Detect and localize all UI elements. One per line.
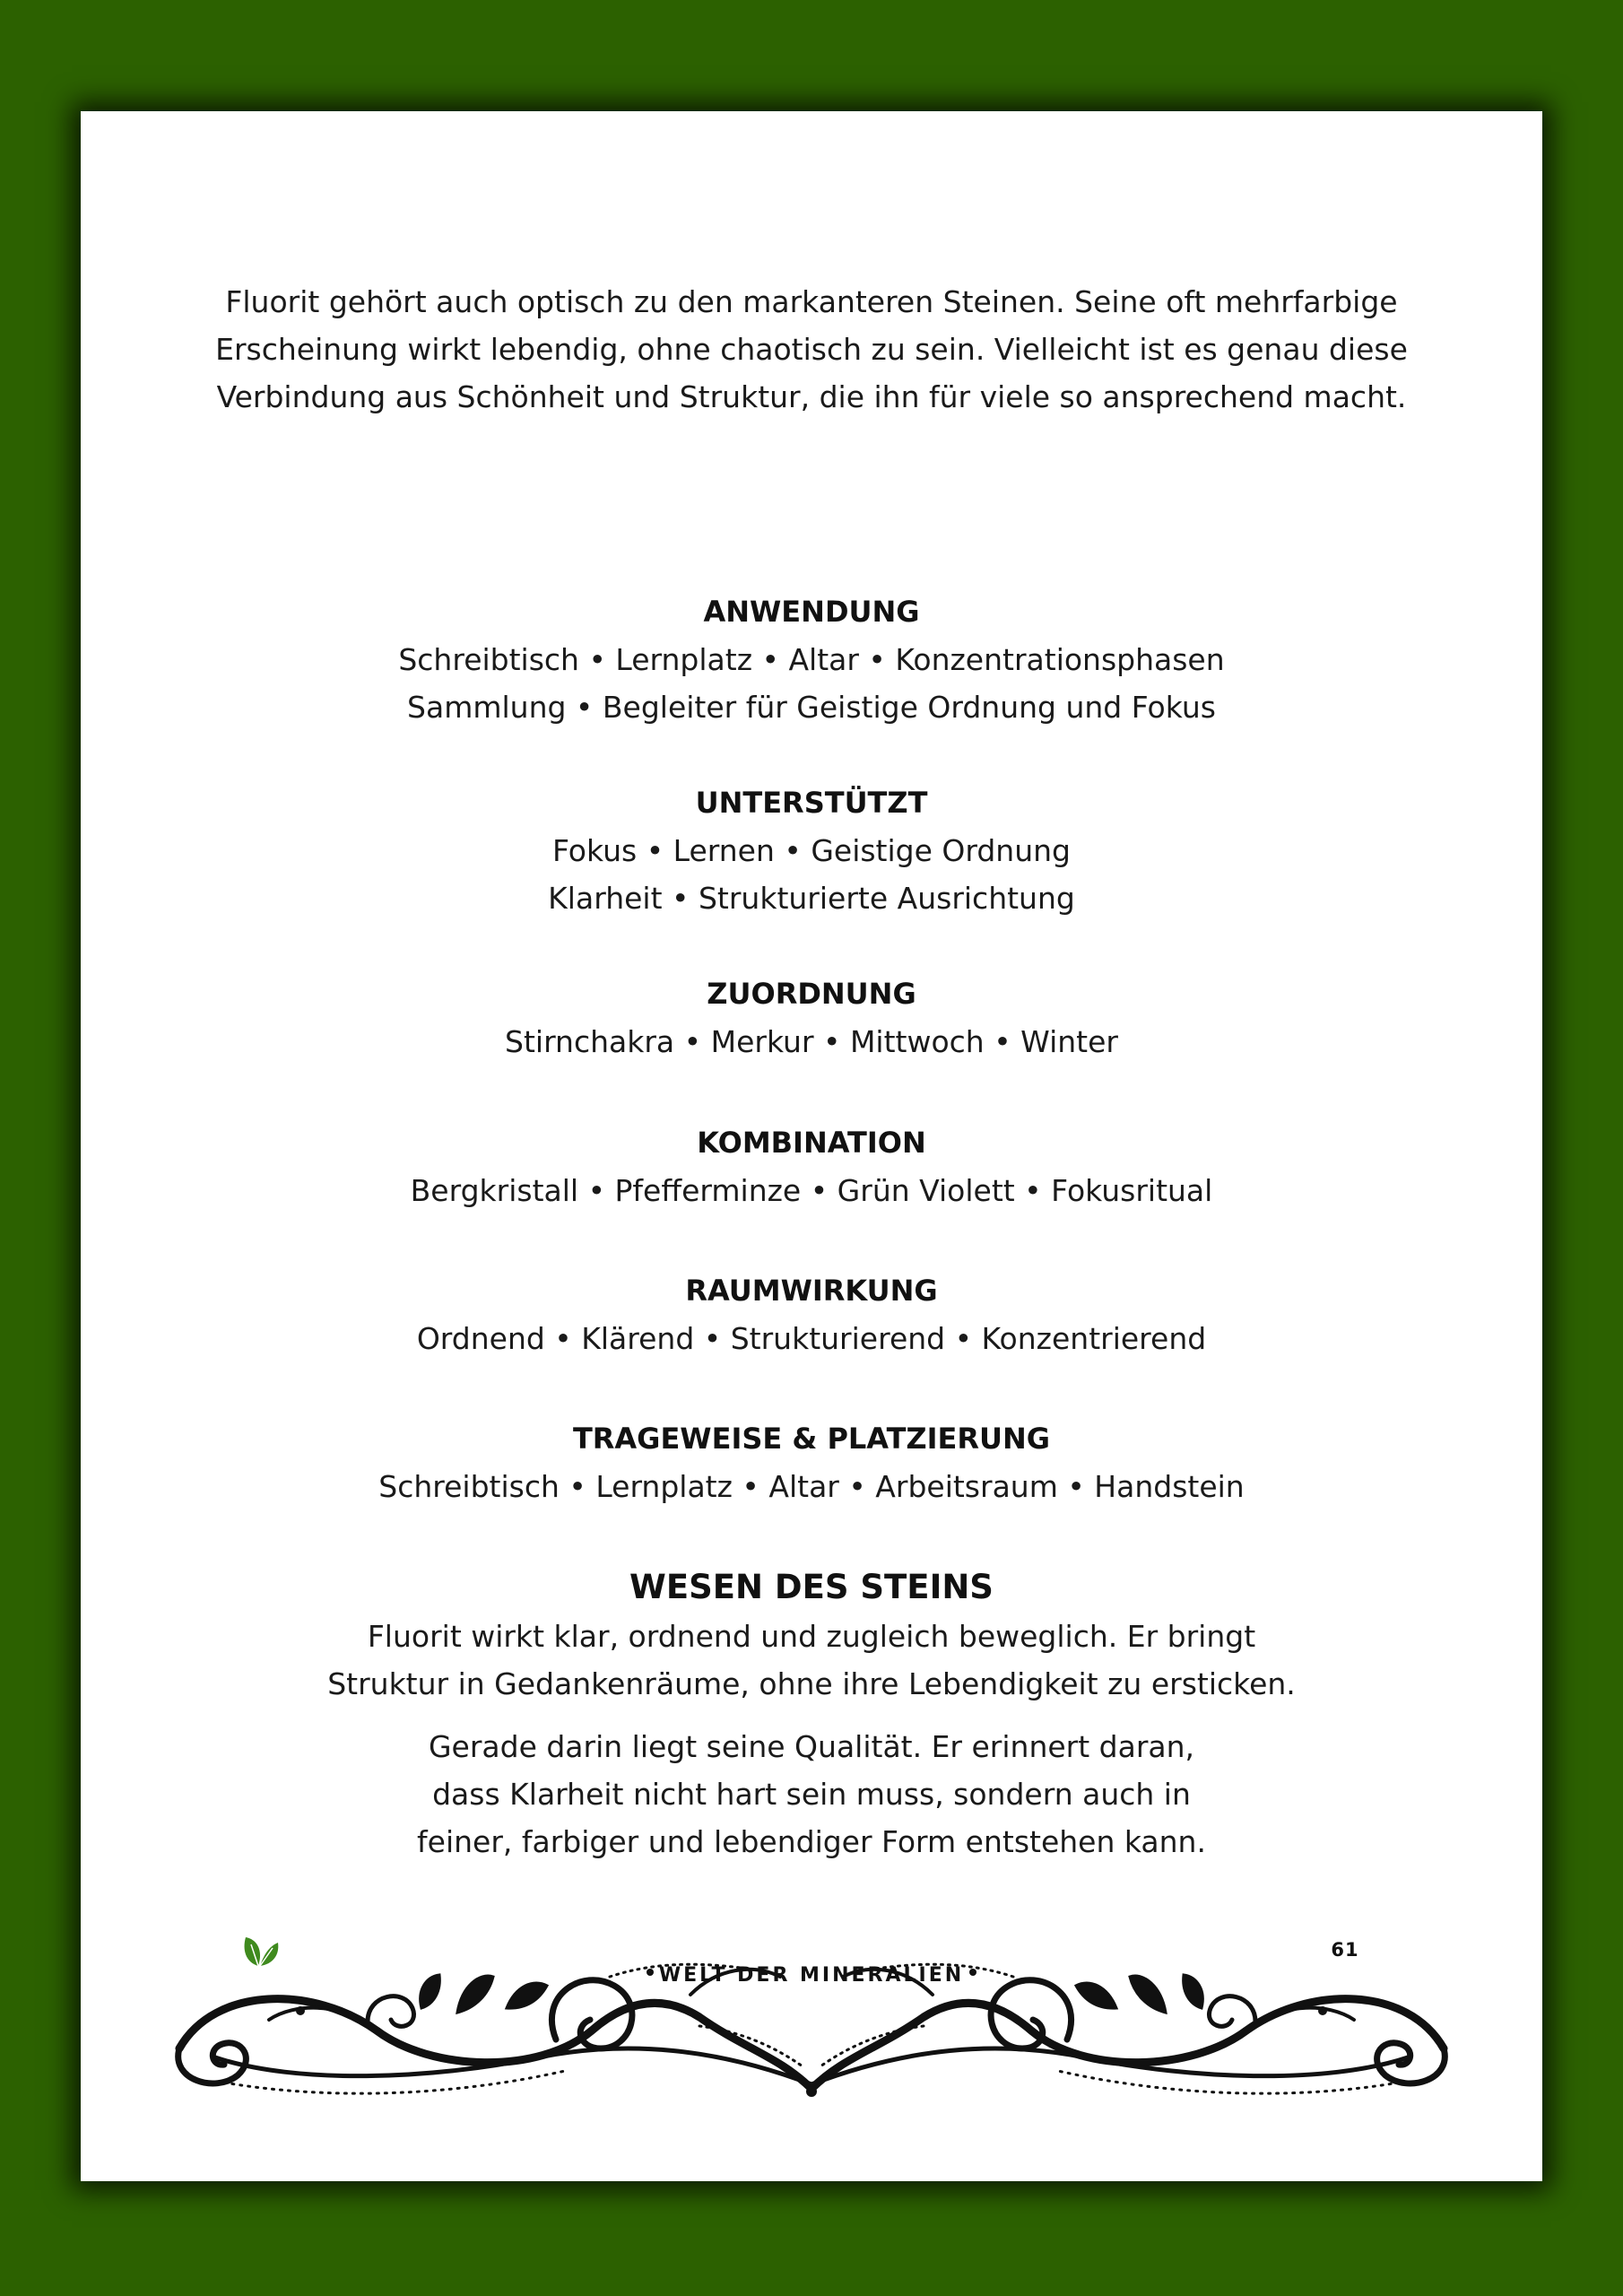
section-line: Schreibtisch • Lernplatz • Altar • Arbeitsraum • Handstein: [378, 1469, 1245, 1504]
essence-line: feiner, farbiger und lebendiger Form entstehen kann.: [417, 1824, 1206, 1859]
section-raumwirkung: [81, 1267, 1542, 1362]
flourish-ornament: [161, 1923, 1462, 2102]
section-anwendung: [81, 588, 1542, 731]
section-zuordnung: [81, 970, 1542, 1065]
essence-line: Gerade darin liegt seine Qualität. Er erinnert daran,: [428, 1729, 1195, 1764]
essence-section: [81, 1562, 1542, 1866]
intro-line: Fluorit gehört auch optisch zu den markanteren Steinen. Seine oft mehrfarbige: [225, 284, 1398, 319]
section-line: Klarheit • Strukturierte Ausrichtung: [548, 881, 1075, 916]
page-number: 61: [1331, 1939, 1359, 1961]
essence-line: Struktur in Gedankenräume, ohne ihre Lebendigkeit zu ersticken.: [327, 1666, 1296, 1701]
section-line: Stirnchakra • Merkur • Mittwoch • Winter: [505, 1024, 1118, 1059]
section-line: Sammlung • Begleiter für Geistige Ordnung und Fokus: [407, 690, 1216, 725]
footer-title: WELT DER MINERALIEN: [658, 1964, 965, 1987]
section-trageweise: [81, 1415, 1542, 1510]
section-heading: ZUORDNUNG: [707, 977, 916, 1011]
page: [81, 111, 1542, 2181]
leaf-icon: [240, 1932, 280, 1968]
section-line: Ordnend • Klärend • Strukturierend • Konzentrierend: [416, 1321, 1207, 1356]
intro-line: Erscheinung wirkt lebendig, ohne chaotisch zu sein. Vielleicht ist es genau diese: [215, 332, 1408, 367]
section-heading: UNTERSTÜTZT: [695, 786, 928, 820]
section-unterstuetzt: [81, 779, 1542, 922]
section-heading: ANWENDUNG: [703, 595, 920, 629]
essence-line: Fluorit wirkt klar, ordnend und zugleich beweglich. Er bringt: [367, 1619, 1256, 1654]
intro-paragraph: [81, 278, 1542, 421]
section-line: Fokus • Lernen • Geistige Ordnung: [552, 833, 1071, 868]
section-heading: KOMBINATION: [697, 1126, 926, 1160]
essence-heading: WESEN DES STEINS: [629, 1568, 994, 1606]
section-kombination: [81, 1119, 1542, 1214]
section-heading: TRAGEWEISE & PLATZIERUNG: [572, 1422, 1051, 1456]
section-line: Bergkristall • Pfefferminze • Grün Violett • Fokusritual: [410, 1173, 1213, 1208]
section-line: Schreibtisch • Lernplatz • Altar • Konzentrationsphasen: [398, 642, 1225, 677]
section-heading: RAUMWIRKUNG: [685, 1274, 938, 1308]
intro-line: Verbindung aus Schönheit und Struktur, die ihn für viele so ansprechend macht.: [216, 379, 1407, 414]
essence-line: dass Klarheit nicht hart sein muss, sondern auch in: [432, 1777, 1191, 1812]
